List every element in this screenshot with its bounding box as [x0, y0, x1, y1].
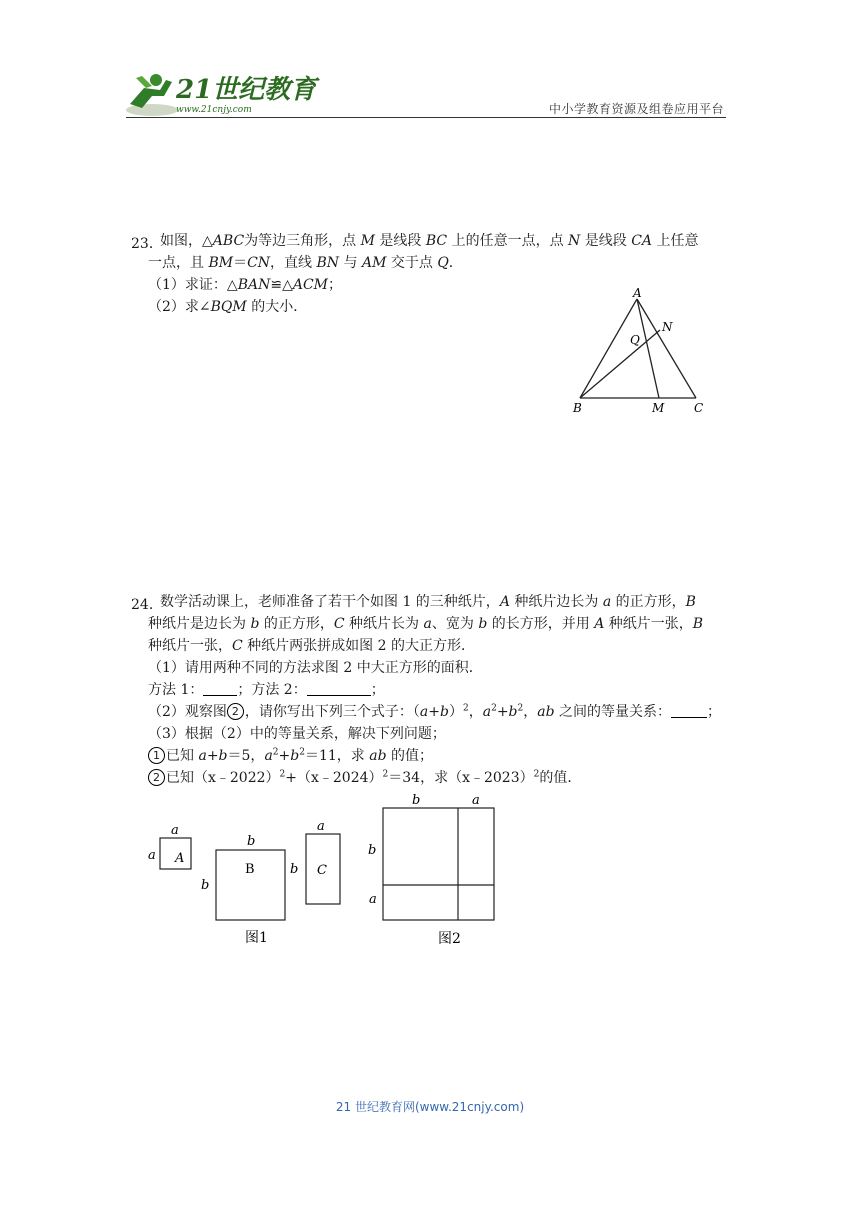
svg-text:a: a: [472, 793, 480, 808]
fig2-caption: 图2: [438, 931, 461, 947]
figure-2-big-square: [360, 790, 510, 950]
svg-text:a: a: [369, 892, 377, 907]
q23-line1: 如图，△ABC为等边三角形，点 M 是线段 BC 上的任意一点，点 N 是线段 CA 上任意: [160, 233, 699, 249]
q24-part3: （3）根据（2）中的等量关系，解决下列问题；: [148, 726, 446, 742]
q24-part1: （1）请用两种不同的方法求图 2 中大正方形的面积．: [148, 660, 483, 676]
q24-sub1: 1 已知 a+b＝5，$a^2+b^2=11$，求 ab 的值；: [148, 746, 433, 766]
site-logo: [122, 66, 317, 122]
q23-triangle-figure: [566, 284, 716, 420]
svg-text:A: A: [175, 851, 185, 866]
svg-text:21世纪教育: 21世纪教育: [176, 75, 317, 105]
svg-text:b: b: [201, 878, 210, 893]
label-C: C: [694, 401, 704, 415]
label-N: N: [662, 320, 673, 334]
svg-text:b: b: [290, 862, 299, 877]
q24-line2: 种纸片是边长为 b 的正方形，C 种纸片长为 a、宽为 b 的长方形，并用 A 种纸片一张，B: [148, 616, 704, 632]
svg-text:b: b: [412, 793, 421, 808]
q24-sub2: 2 已知（x﹣2022）$^2$+（x﹣2024）$^2$＝34，求（x﹣2023）$^2$的值．: [148, 768, 581, 788]
q23-line2: 一点，且 BM＝CN，直线 BN 与 AM 交于点 Q．: [148, 255, 463, 271]
method2-blank: [307, 681, 371, 696]
svg-text:b: b: [368, 843, 377, 858]
svg-text:a: a: [171, 823, 179, 838]
q23-part1: （1）求证：△BAN≌△ACM；: [148, 277, 343, 293]
svg-text:www.21cnjy.com: www.21cnjy.com: [176, 105, 252, 115]
footer-link[interactable]: 21 世纪教育网(www.21cnjy.com): [335, 1100, 525, 1114]
label-A: A: [633, 286, 642, 300]
label-M: M: [652, 401, 665, 415]
q24-line3: 种纸片一张，C 种纸片两张拼成如图 2 的大正方形．: [148, 638, 475, 654]
q24-methods: 方法 1： ；方法 2： ；: [148, 682, 385, 698]
q24-part2: （2）观察图 2 ，请你写出下列三个式子：$(a+b)^2$，$a^2+b^2$，ab 之间的等量关系： ；: [148, 703, 722, 720]
q24-line1: 数学活动课上，老师准备了若干个如图 1 的三种纸片，A 种纸片边长为 a 的正方形，B: [160, 594, 696, 610]
svg-text:B: B: [245, 862, 255, 877]
label-B: B: [573, 401, 582, 415]
q23-part2: （2）求∠BQM 的大小．: [148, 299, 308, 315]
relation-blank: [671, 703, 707, 718]
fig1-caption: 图1: [245, 930, 268, 946]
header-platform-text: 中小学教育资源及组卷应用平台: [548, 102, 724, 116]
label-Q: Q: [630, 333, 640, 347]
figure-1-pieces: [140, 815, 350, 955]
q23-number: 23．: [131, 236, 163, 252]
svg-text:a: a: [148, 848, 156, 863]
header-divider: [126, 117, 726, 118]
svg-text:C: C: [317, 863, 327, 878]
method1-blank: [203, 681, 237, 696]
q24-number: 24．: [131, 597, 163, 613]
svg-text:b: b: [247, 834, 256, 849]
svg-text:a: a: [317, 819, 325, 834]
